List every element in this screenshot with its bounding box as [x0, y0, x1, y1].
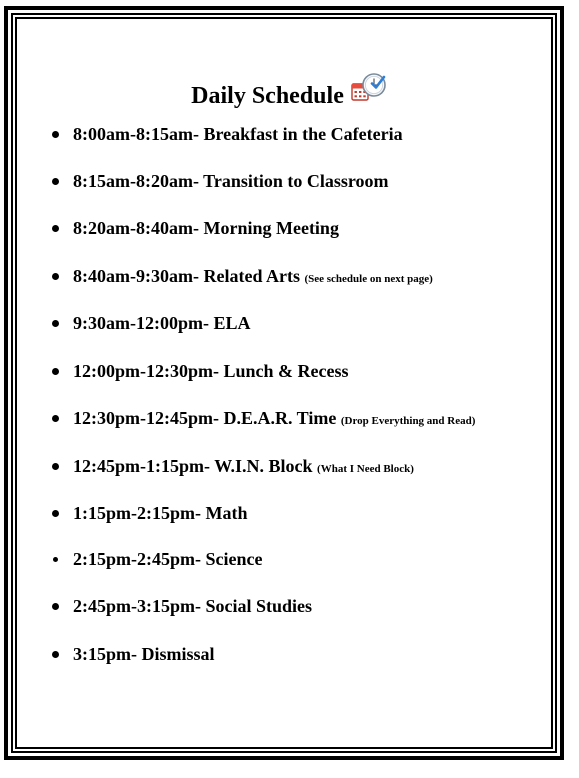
item-activity: Dismissal	[141, 644, 215, 664]
item-note: (What I Need Block)	[317, 463, 414, 475]
bullet	[52, 368, 59, 375]
bullet	[52, 320, 59, 327]
item-time: 2:45pm-3:15pm-	[73, 596, 201, 616]
item-activity: Lunch & Recess	[223, 361, 349, 381]
item-activity: Breakfast in the Cafeteria	[203, 124, 403, 144]
list-item-text	[73, 594, 312, 618]
item-time: 8:20am-8:40am-	[73, 218, 199, 238]
bullet	[52, 415, 59, 422]
item-time: 1:15pm-2:15pm-	[73, 503, 201, 523]
item-note: (Drop Everything and Read)	[340, 415, 476, 427]
bullet	[52, 273, 59, 280]
item-time: 3:15pm-	[73, 644, 137, 664]
bullet	[52, 178, 59, 185]
item-activity: D.E.A.R. Time	[223, 408, 337, 428]
list-item-text	[73, 454, 414, 481]
bullet	[52, 463, 59, 470]
list-item-text	[73, 311, 251, 335]
page-title-row	[0, 80, 579, 112]
item-activity: Related Arts	[203, 266, 300, 286]
item-time: 8:15am-8:20am-	[73, 171, 199, 191]
list-item-text	[73, 406, 475, 433]
item-time: 12:45pm-1:15pm-	[73, 456, 210, 476]
list-item-text	[73, 642, 215, 666]
bullet	[52, 651, 59, 658]
bullet	[52, 131, 59, 138]
list-item-text	[73, 169, 389, 193]
item-activity: Social Studies	[205, 596, 313, 616]
list-item-text	[73, 547, 262, 571]
item-time: 12:00pm-12:30pm-	[73, 361, 219, 381]
item-activity: Math	[205, 503, 248, 523]
item-time: 12:30pm-12:45pm-	[73, 408, 219, 428]
bullet	[52, 225, 59, 232]
item-activity: W.I.N. Block	[214, 456, 313, 476]
list-item-text	[73, 216, 339, 240]
item-activity: Morning Meeting	[203, 218, 339, 238]
calendar-clock-icon	[350, 72, 388, 104]
list-item-text	[73, 359, 349, 383]
bullet	[53, 557, 58, 562]
item-activity: Science	[205, 549, 263, 569]
list-item-text	[73, 501, 248, 525]
list-item-text	[73, 264, 433, 291]
bullet	[52, 510, 59, 517]
item-time: 9:30am-12:00pm-	[73, 313, 209, 333]
bullet	[52, 603, 59, 610]
list-item-text	[73, 122, 403, 146]
item-activity: ELA	[213, 313, 251, 333]
item-activity: Transition to Classroom	[203, 171, 389, 191]
item-note: (See schedule on next page)	[304, 273, 433, 285]
item-time: 2:15pm-2:45pm-	[73, 549, 201, 569]
item-time: 8:40am-9:30am-	[73, 266, 199, 286]
page-title: Daily Schedule	[191, 83, 344, 109]
item-time: 8:00am-8:15am-	[73, 124, 199, 144]
